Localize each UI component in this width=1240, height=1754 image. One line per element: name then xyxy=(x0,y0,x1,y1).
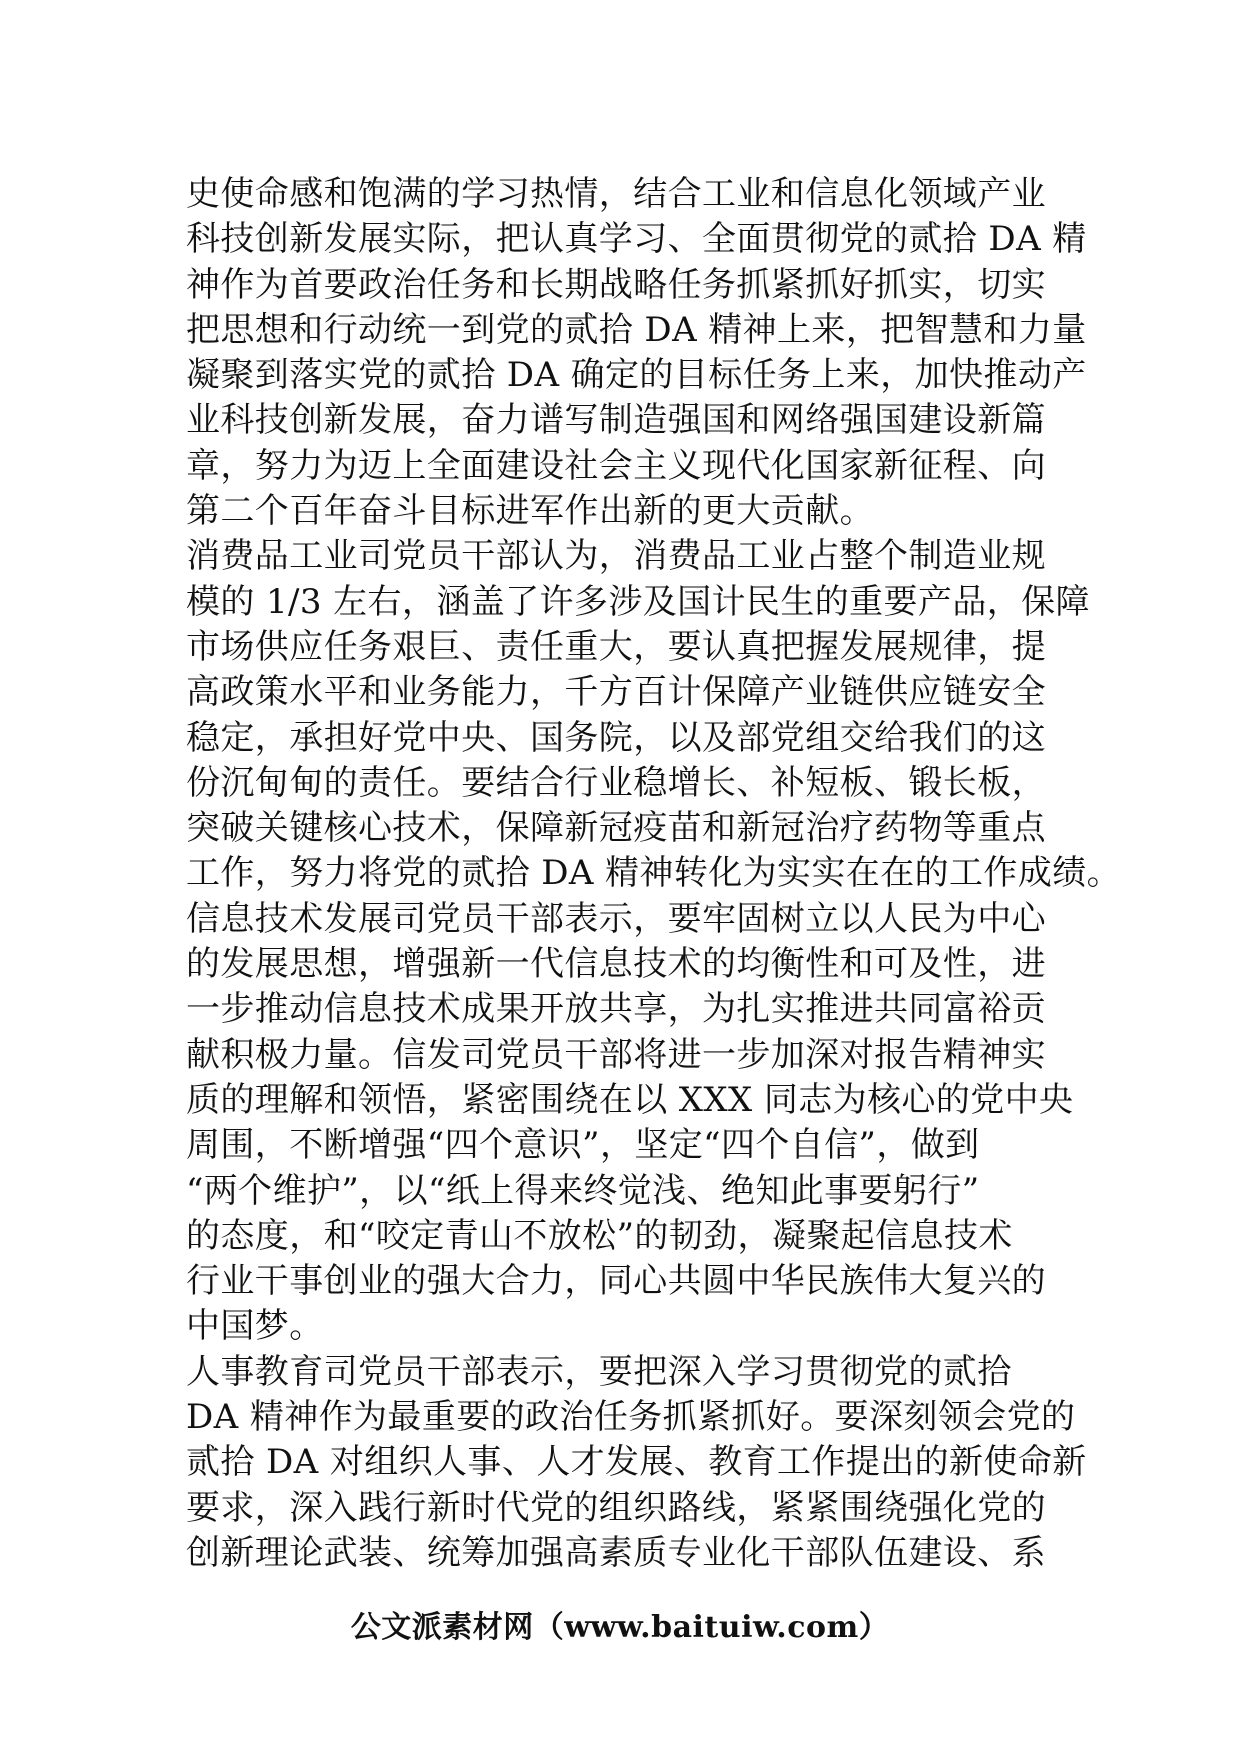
text-line: 模的 1/3 左右，涵盖了许多涉及国计民生的重要产品，保障 xyxy=(186,581,1090,622)
document-body xyxy=(186,172,1122,1576)
text-line: “两个维护”，以“纸上得来终觉浅、绝知此事要躬行” xyxy=(186,1170,980,1211)
text-line: 神作为首要政治任务和长期战略任务抓紧抓好抓实，切实 xyxy=(186,264,1046,305)
text-line: 稳定，承担好党中央、国务院，以及部党组交给我们的这 xyxy=(186,717,1046,758)
text-line: 行业干事创业的强大合力，同心共圆中华民族伟大复兴的 xyxy=(186,1261,1046,1302)
page-footer-source: 公文派素材网（www.baituiw.com） xyxy=(350,1610,890,1645)
text-line: 质的理解和领悟，紧密围绕在以 XXX 同志为核心的党中央 xyxy=(186,1079,1074,1120)
text-line: 第二个百年奋斗目标进军作出新的更大贡献。 xyxy=(186,491,874,532)
text-line: 中国梦。 xyxy=(186,1306,324,1347)
text-line: 业科技创新发展，奋力谱写制造强国和网络强国建设新篇 xyxy=(186,400,1046,441)
text-line: 的态度，和“咬定青山不放松”的韧劲，凝聚起信息技术 xyxy=(186,1215,1013,1256)
text-line: 要求，深入践行新时代党的组织路线，紧紧围绕强化党的 xyxy=(186,1487,1046,1528)
text-line: 把思想和行动统一到党的贰拾 DA 精神上来，把智慧和力量 xyxy=(186,309,1087,350)
text-line: 信息技术发展司党员干部表示，要牢固树立以人民为中心 xyxy=(186,898,1046,939)
text-line: 凝聚到落实党的贰拾 DA 确定的目标任务上来，加快推动产 xyxy=(186,355,1087,396)
text-line: 创新理论武装、统筹加强高素质专业化干部队伍建设、系 xyxy=(186,1532,1046,1573)
text-line: 工作，努力将党的贰拾 DA 精神转化为实实在在的工作成绩。 xyxy=(186,853,1122,894)
text-line: 高政策水平和业务能力，千方百计保障产业链供应链安全 xyxy=(186,672,1046,713)
text-line: 周围，不断增强“四个意识”，坚定“四个自信”，做到 xyxy=(186,1125,980,1166)
text-line: 消费品工业司党员干部认为，消费品工业占整个制造业规 xyxy=(186,536,1046,577)
text-line: 市场供应任务艰巨、责任重大，要认真把握发展规律，提 xyxy=(186,626,1046,667)
text-line: 科技创新发展实际，把认真学习、全面贯彻党的贰拾 DA 精 xyxy=(186,219,1087,260)
text-line: 突破关键核心技术，保障新冠疫苗和新冠治疗药物等重点 xyxy=(186,808,1046,849)
text-line: 章，努力为迈上全面建设社会主义现代化国家新征程、向 xyxy=(186,445,1046,486)
text-line: 献积极力量。信发司党员干部将进一步加深对报告精神实 xyxy=(186,1034,1046,1075)
text-line: DA 精神作为最重要的政治任务抓紧抓好。要深刻领会党的 xyxy=(186,1397,1076,1438)
text-line: 史使命感和饱满的学习热情，结合工业和信息化领域产业 xyxy=(186,174,1046,214)
text-line: 人事教育司党员干部表示，要把深入学习贯彻党的贰拾 xyxy=(186,1351,1012,1392)
text-line: 的发展思想，增强新一代信息技术的均衡性和可及性，进 xyxy=(186,944,1046,985)
text-line: 贰拾 DA 对组织人事、人才发展、教育工作提出的新使命新 xyxy=(186,1442,1087,1483)
text-line: 份沉甸甸的责任。要结合行业稳增长、补短板、锻长板， xyxy=(186,762,1046,803)
text-line: 一步推动信息技术成果开放共享，为扎实推进共同富裕贡 xyxy=(186,989,1046,1030)
